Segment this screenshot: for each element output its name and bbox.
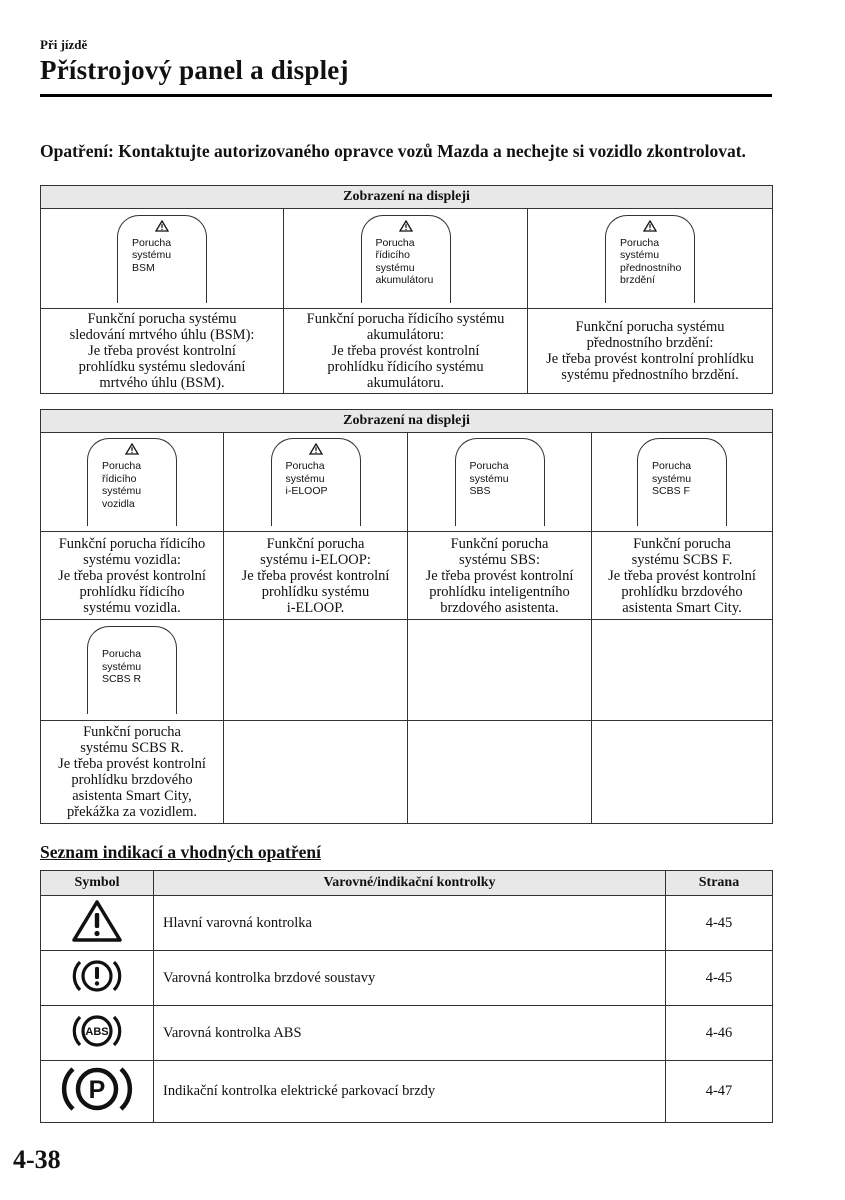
empty-cell <box>592 620 773 721</box>
page-number: 4-38 <box>13 1145 61 1174</box>
display-screen <box>87 438 177 526</box>
table-header: Zobrazení na displeji <box>41 186 773 209</box>
symbol-cell <box>41 951 154 1006</box>
symbol-cell <box>41 1061 154 1123</box>
display-cell <box>41 209 284 309</box>
section-label: Při jízdě <box>40 37 88 52</box>
display-screen <box>455 438 545 526</box>
description-cell: Funkční porucha systému i-ELOOP: Je třeba provést kontrolní prohlídku systému i-ELOOP. <box>224 532 408 620</box>
empty-cell <box>592 721 773 824</box>
page-cell: 4-46 <box>666 1006 773 1061</box>
label-cell: Varovná kontrolka ABS <box>154 1006 666 1061</box>
page-cell: 4-45 <box>666 896 773 951</box>
empty-cell <box>224 721 408 824</box>
description-cell: Funkční porucha systému sledování mrtvého úhlu (BSM): Je třeba provést kontrolní prohlídku systému sledování mrtvého úhlu (BSM). <box>41 309 284 394</box>
display-cell <box>224 433 408 532</box>
display-screen <box>117 215 207 303</box>
empty-cell <box>408 620 592 721</box>
table-row <box>41 951 773 1006</box>
symbols-table <box>40 870 773 1123</box>
description-cell: Funkční porucha řídicího systému vozidla: Je třeba provést kontrolní prohlídku řídicího systému vozidla. <box>41 532 224 620</box>
brake-system-warning-icon <box>70 984 124 1001</box>
table-row <box>41 896 773 951</box>
empty-cell <box>408 721 592 824</box>
title-rule <box>40 94 772 97</box>
description-cell: Funkční porucha systému SCBS F. Je třeba provést kontrolní prohlídku brzdového asistenta Smart City. <box>592 532 773 620</box>
table-row <box>41 1061 773 1123</box>
display-message: Porucha systému SBS <box>469 460 509 497</box>
parking-brake-icon <box>61 1076 133 1121</box>
page-cell: 4-45 <box>666 951 773 1006</box>
page-cell: 4-47 <box>666 1061 773 1123</box>
display-message: Porucha řídicího systému vozidla <box>102 460 142 510</box>
warning-triangle-icon <box>606 219 694 237</box>
column-header-label: Varovné/indikační kontrolky <box>154 871 666 896</box>
display-message: Porucha systému SCBS F <box>652 460 692 497</box>
display-cell <box>408 433 592 532</box>
caution-text: Opatření: Kontaktujte autorizovaného opravce vozů Mazda a nechejte si vozidlo zkontrolovat. <box>40 141 746 161</box>
list-heading: Seznam indikací a vhodných opatření <box>40 842 322 862</box>
description-cell: Funkční porucha systému přednostního brzdění: Je třeba provést kontrolní prohlídku systému přednostního brzdění. <box>528 309 773 394</box>
display-screen <box>637 438 727 526</box>
description-cell: Funkční porucha systému SBS: Je třeba provést kontrolní prohlídku inteligentního brzdového asistenta. <box>408 532 592 620</box>
display-table-1 <box>40 185 773 394</box>
symbol-cell <box>41 1006 154 1061</box>
label-cell: Varovná kontrolka brzdové soustavy <box>154 951 666 1006</box>
warning-triangle-icon <box>272 442 360 460</box>
description-cell: Funkční porucha systému SCBS R. Je třeba provést kontrolní prohlídku brzdového asistenta Smart City, překážka za vozidlem. <box>41 721 224 824</box>
symbol-cell <box>41 896 154 951</box>
column-header-symbol: Symbol <box>41 871 154 896</box>
svg-text:P: P <box>88 1076 106 1104</box>
display-screen <box>87 626 177 714</box>
display-message: Porucha systému BSM <box>132 236 172 274</box>
empty-cell <box>224 620 408 721</box>
master-warning-icon <box>71 930 123 947</box>
description-cell: Funkční porucha řídicího systému akumulátoru: Je třeba provést kontrolní prohlídku řídicího systému akumulátoru. <box>284 309 528 394</box>
warning-triangle-icon <box>118 219 206 237</box>
column-header-page: Strana <box>666 871 773 896</box>
warning-triangle-icon <box>88 442 176 460</box>
table-row <box>41 1006 773 1061</box>
display-cell <box>528 209 773 309</box>
display-screen <box>605 215 695 303</box>
svg-text:ABS: ABS <box>85 1025 109 1038</box>
display-cell <box>284 209 528 309</box>
warning-triangle-icon <box>362 219 450 237</box>
display-message: Porucha řídicího systému akumulátoru <box>375 236 434 286</box>
display-cell <box>592 433 773 532</box>
label-cell: Indikační kontrolka elektrické parkovací brzdy <box>154 1061 666 1123</box>
display-cell <box>41 620 224 721</box>
display-table-2 <box>40 409 773 824</box>
abs-warning-icon <box>70 1025 124 1056</box>
table-header: Zobrazení na displeji <box>41 410 773 433</box>
display-screen <box>271 438 361 526</box>
display-cell <box>41 433 224 532</box>
display-message: Porucha systému i-ELOOP <box>285 460 328 497</box>
display-message: Porucha systému SCBS R <box>102 648 142 685</box>
page-title: Přístrojový panel a displej <box>40 55 349 85</box>
label-cell: Hlavní varovná kontrolka <box>154 896 666 951</box>
display-screen <box>361 215 451 303</box>
display-message: Porucha systému přednostního brzdění <box>620 236 682 286</box>
